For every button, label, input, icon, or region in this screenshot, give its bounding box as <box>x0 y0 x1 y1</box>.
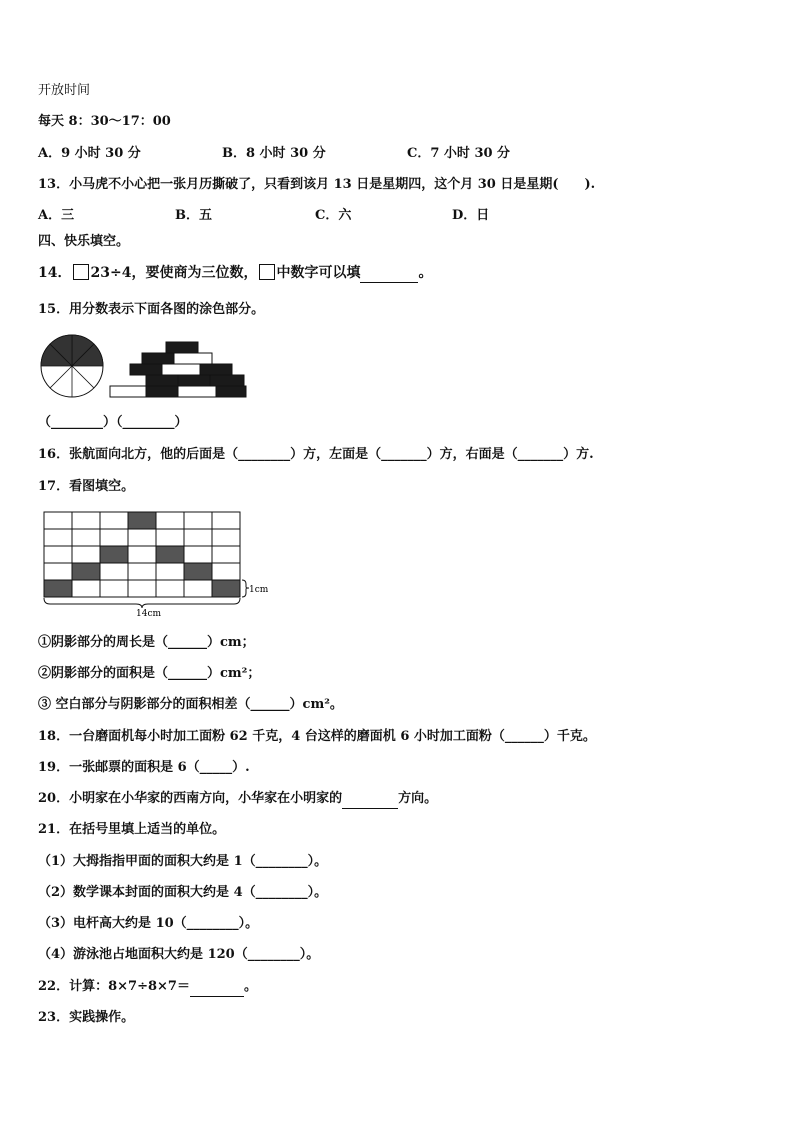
q17-height-label: 1cm <box>249 585 268 595</box>
q13-option-a: A．三 <box>38 208 75 223</box>
question-23: 23．实践操作。 <box>38 1010 135 1025</box>
q13-option-c: C．六 <box>315 208 352 223</box>
question-16: 16．张航面向北方，他的后面是（________）方，左面是（_______）方，右面是（_______）方. <box>38 447 594 462</box>
q12-option-b: B．8 小时 30 分 <box>222 146 326 161</box>
q15-figures <box>38 334 248 398</box>
q15-answer-blanks: （________）（________） <box>38 415 188 430</box>
question-15: 15．用分数表示下面各图的涂色部分。 <box>38 302 265 317</box>
text-opening-hours-title: 开放时间 <box>38 83 91 98</box>
q15-brick-figure <box>110 342 246 397</box>
q22-answer-blank <box>190 978 244 997</box>
q12-option-c: C．7 小时 30 分 <box>407 146 511 161</box>
q21-sub-4: （4）游泳池占地面积大约是 120（________）。 <box>38 947 320 962</box>
section-heading-fill-blanks: 四、快乐填空。 <box>38 234 130 249</box>
question-17: 17．看图填空。 <box>38 479 135 494</box>
q17-sub-1: ①阴影部分的周长是（______）cm； <box>38 635 255 650</box>
q17-sub-3: ③ 空白部分与阴影部分的面积相差（______）cm²。 <box>38 697 343 712</box>
text-opening-hours: 每天 8：30～17：00 <box>38 114 171 129</box>
question-22 <box>38 978 257 997</box>
q15-circle-figure <box>41 335 103 397</box>
q17-width-brace <box>44 598 240 608</box>
q22-text: 22．计算：8×7÷8×7＝ <box>38 979 190 994</box>
q20-answer-blank <box>342 790 398 809</box>
q14-text-2: 中数字可以填 <box>276 265 361 281</box>
q21-sub-2: （2）数学课本封面的面积大约是 4（________）。 <box>38 885 328 900</box>
blank-box-2 <box>259 264 275 280</box>
question-18: 18．一台磨面机每小时加工面粉 62 千克，4 台这样的磨面机 6 小时加工面粉（______）千克。 <box>38 729 596 744</box>
q12-option-a: A．9 小时 30 分 <box>38 146 141 161</box>
q21-sub-1: （1）大拇指指甲面的面积大约是 1（________）。 <box>38 854 328 869</box>
question-20 <box>38 790 437 809</box>
q20-text-2: 方向。 <box>398 791 438 806</box>
question-14 <box>38 264 432 283</box>
q14-end: 。 <box>418 265 433 281</box>
q13-option-d: D．日 <box>452 208 490 223</box>
question-21: 21．在括号里填上适当的单位。 <box>38 822 226 837</box>
q21-sub-3: （3）电杆高大约是 10（________）。 <box>38 916 259 931</box>
q14-answer-blank <box>360 264 418 283</box>
q17-height-brace <box>242 580 249 597</box>
q17-width-label: 14cm <box>136 609 162 618</box>
q20-text-1: 20．小明家在小华家的西南方向，小华家在小明家的 <box>38 791 343 806</box>
question-13: 13．小马虎不小心把一张月历撕破了，只看到该月 13 日是星期四，这个月 30 日是星期( ). <box>38 177 596 192</box>
q17-sub-2: ②阴影部分的面积是（______）cm²； <box>38 666 261 681</box>
question-19: 19．一张邮票的面积是 6（_____）. <box>38 760 250 775</box>
blank-box-1 <box>73 264 89 280</box>
q17-grid-figure <box>38 508 268 618</box>
q14-text-1: 23÷4，要使商为三位数， <box>90 265 258 281</box>
q14-number: 14． <box>38 265 72 281</box>
q13-option-b: B．五 <box>175 208 212 223</box>
q22-end: 。 <box>243 979 257 994</box>
